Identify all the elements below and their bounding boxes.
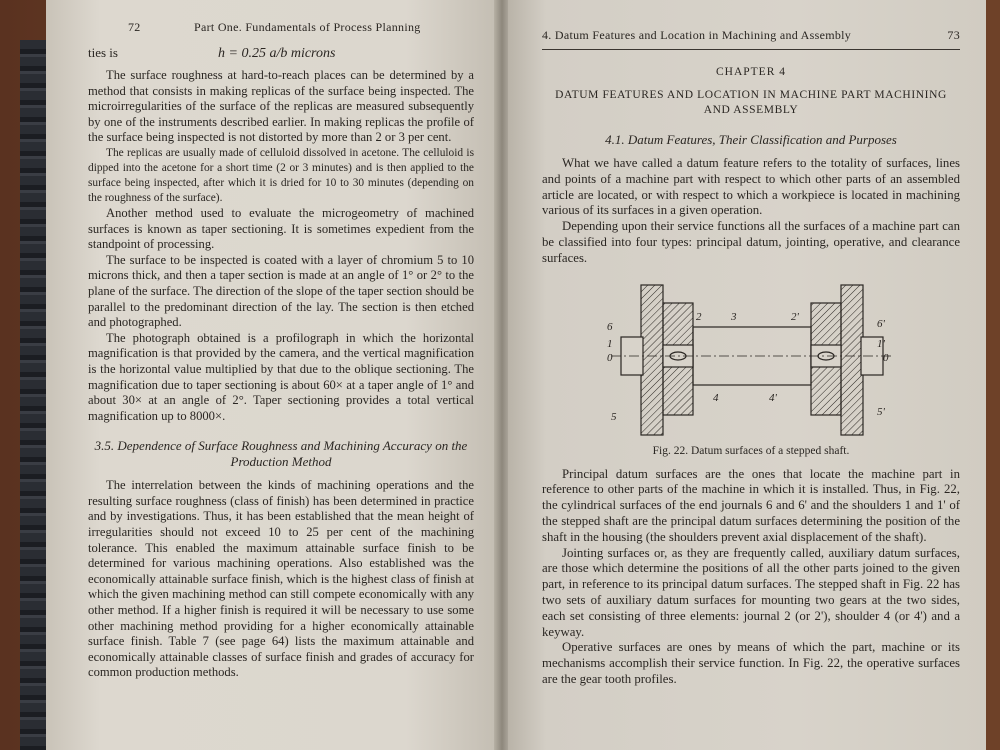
formula-lead: ties is — [88, 45, 118, 60]
figure-label-5-prime: 5' — [877, 405, 885, 418]
figure-label-1-prime: 1' — [877, 337, 885, 350]
chapter-title: DATUM FEATURES AND LOCATION IN MACHINE PART MACHINING AND ASSEMBLY — [555, 89, 947, 116]
right-running-head — [542, 28, 960, 43]
left-paragraph-1: The surface roughness at hard-to-reach places can be determined by a method that consists in making replicas of the surface being inspected. The microirregularities of the surface of the replicas are measured subsequently by one of the instruments described earlier. In making replicas the profile of the surface being inspected is not distorted by more than 2 or 3 per cent. — [88, 68, 474, 145]
formula-row — [88, 45, 474, 62]
left-paragraph-4: The surface to be inspected is coated with a layer of chromium 5 to 10 microns thick, and then a taper section is made at an angle of 1° or 2° to the plane of the surface. The direction of the slope of the taper section should be parallel to the predominant direction of the lay. The section is then etched and photographed. — [88, 252, 474, 330]
figure-label-4: 4 — [713, 391, 719, 404]
formula: h = 0.25 a/b microns — [218, 46, 336, 61]
left-page-number: 72 — [128, 20, 141, 34]
left-section-paragraph: The interrelation between the kinds of machining operations and the resulting surface roughness (class of finish) has been determined in practice and by investigations. Thus, it has been established that the mean height of irregularities should not exceed 10 to 25 per cent of the machining tolerance. This enabled the maximum attainable surface finish to be determined for various machining operations. Also established was the economically attainable surface finish, which is the highest class of finish at which the given machining method can still compete economically with any other method. If a higher finish is required it will be necessary to use some other machining method providing for a higher economically attainable surface finish. Table 7 (see page 64) lists the maximum attainable and economically attainable classes of surface finish and grades of accuracy for common production methods. — [88, 478, 474, 680]
figure-caption: Fig. 22. Datum surfaces of a stepped shaft. — [652, 444, 850, 457]
right-page-number: 73 — [947, 28, 960, 42]
left-gear-body — [641, 285, 663, 435]
stepped-shaft-figure — [601, 275, 901, 443]
left-running-head-text: Part One. Fundamentals of Process Planning — [194, 20, 421, 34]
left-paragraph-3: Another method used to evaluate the microgeometry of machined surfaces is known as taper sectioning. It is sometimes expedient from the standpoint of processing. — [88, 205, 474, 252]
figure-label-2: 2 — [696, 310, 702, 323]
left-running-head — [128, 20, 474, 35]
right-gear-body — [841, 285, 863, 435]
left-paragraph-5: The photograph obtained is a profilograph in which the horizontal magnification is that provided by the camera, and the vertical magnification is the horizontal value multiplied by that due to the oblique sectioning. The magnification due to taper sectioning is about 60× at a taper angle of 1° and about 30× at an angle of 2°. Taper sectioning provides a total vertical magnification up to 8000×. — [88, 330, 474, 423]
right-paragraph-4: Jointing surfaces or, as they are frequently called, auxiliary datum surfaces, are those which determine the positions of all the other parts joined to the given part, in reference to its principal datum surfaces. The stepped shaft in Fig. 22 has two sets of auxiliary datum surfaces for mounting two gears at the two sides, each set consisting of three elements: journal 2 (or 2'), shoulder 4 (or 4') and a keyway. — [542, 545, 960, 639]
figure-label-3: 3 — [731, 310, 737, 323]
figure-label-6: 6 — [607, 320, 613, 333]
right-running-head-text: 4. Datum Features and Location in Machining and Assembly — [542, 28, 852, 42]
figure-label-5: 5 — [611, 410, 617, 423]
book-binding — [20, 40, 46, 750]
right-paragraph-5: Operative surfaces are ones by means of which the part, machine or its mechanisms accomplish their service function. In Fig. 22, the operative surfaces are the gear tooth profiles. — [542, 640, 960, 686]
figure-label-6-prime: 6' — [877, 317, 885, 330]
left-section-heading: 3.5. Dependence of Surface Roughness and Machining Accuracy on the Production Method — [94, 438, 468, 470]
figure-label-4-prime: 4' — [769, 391, 777, 404]
right-page — [508, 0, 986, 750]
header-rule — [542, 49, 960, 50]
right-paragraph-1: What we have called a datum feature refers to the totality of surfaces, lines and points of a machine part with respect to which other parts of an assembled article are located, or with respect to which a workpiece is located in machining various of its surfaces in a given operation. — [542, 156, 960, 218]
figure-label-1: 1 — [607, 337, 613, 350]
chapter-number: CHAPTER 4 — [715, 66, 787, 78]
figure-label-0-left: 0 — [607, 351, 613, 364]
right-paragraph-2: Depending upon their service functions all the surfaces of a machine part can be classified into four types: principal datum, jointing, operative, and clearance surfaces. — [542, 219, 960, 265]
figure-label-2-prime: 2' — [791, 310, 799, 323]
right-paragraph-3: Principal datum surfaces are the ones that locate the machine part in reference to other parts of the machine in which it is installed. Thus, in Fig. 22, the cylindrical surfaces of the end journals 6 and 6' and the shoulders 1 and 1' of the stepped shaft are the principal datum surfaces determining the position of the shaft in the housing (the shoulders prevent axial displacement of the shaft). — [542, 466, 960, 544]
right-section-heading: 4.1. Datum Features, Their Classification and Purposes — [605, 132, 897, 147]
left-page — [46, 0, 496, 750]
left-paragraph-2: The replicas are usually made of celluloid dissolved in acetone. The celluloid is dipped into the acetone for a short time (2 or 3 minutes) and is then applied to the surface being inspected, after which it is dried for 10 to 30 minutes (depending on the roughness of the surface). — [88, 146, 474, 204]
figure-label-0-right: 0 — [883, 351, 889, 364]
left-body — [88, 68, 474, 424]
